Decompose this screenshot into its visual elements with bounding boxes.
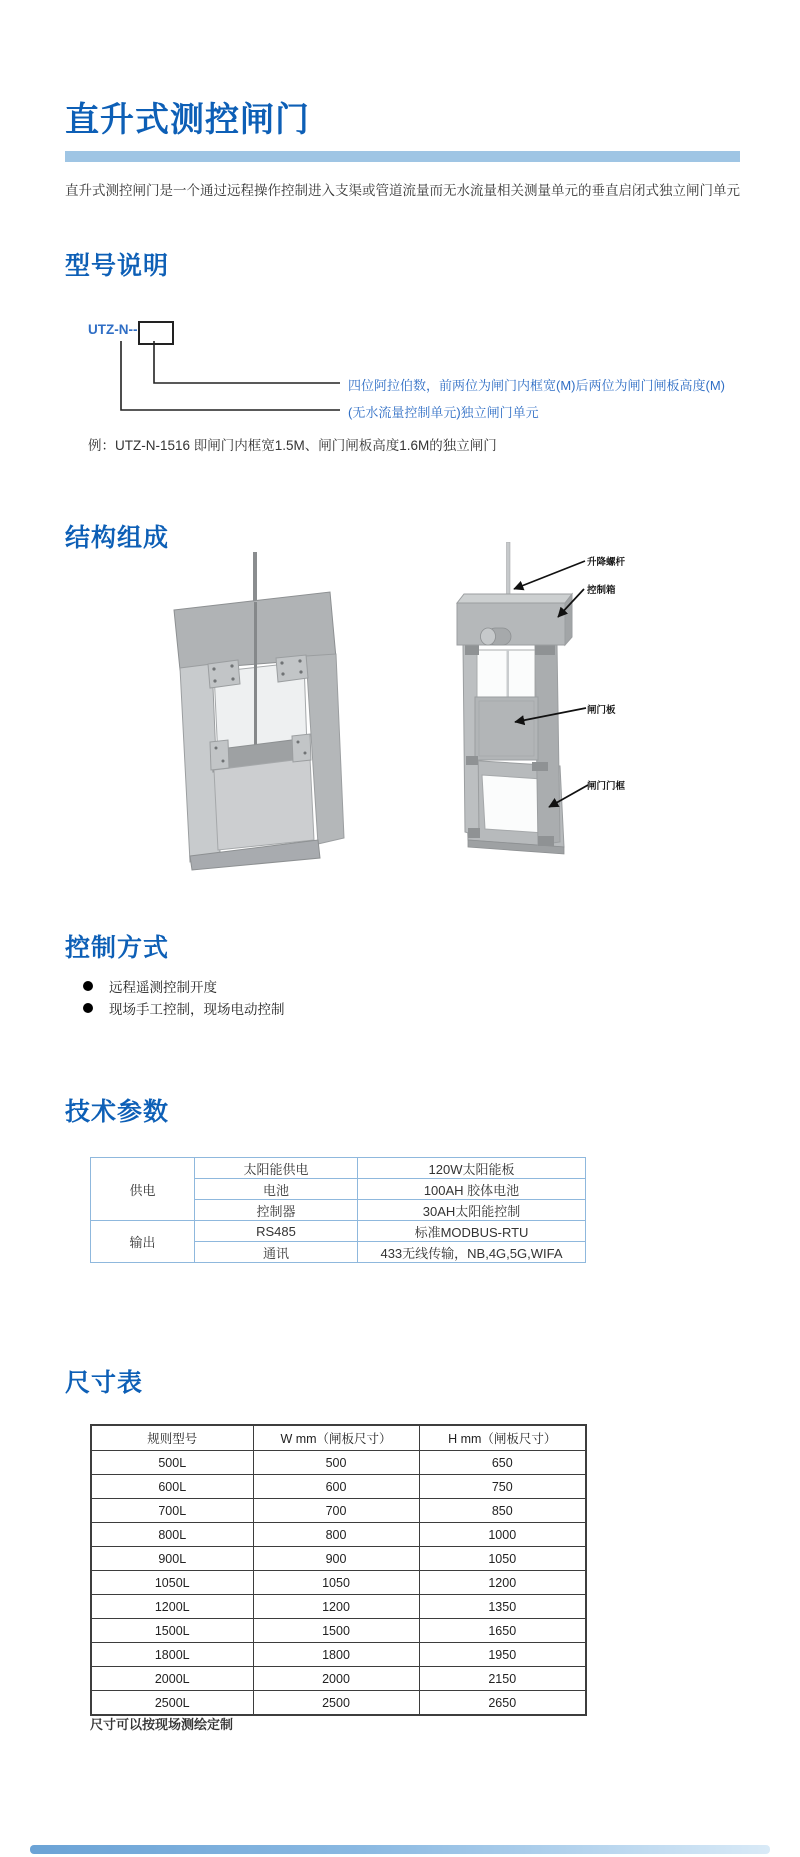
size-table-cell: 2150 bbox=[419, 1667, 586, 1691]
figure-label-control-box: 控制箱 bbox=[587, 585, 616, 596]
size-table-row bbox=[91, 1595, 586, 1619]
size-table-cell: 600 bbox=[253, 1475, 419, 1499]
tech-table-cell: 120W太阳能板 bbox=[358, 1158, 586, 1179]
control-method-item bbox=[83, 997, 583, 1019]
size-table-header-cell: W mm（闸板尺寸） bbox=[253, 1425, 419, 1451]
size-table-cell: 1200 bbox=[253, 1595, 419, 1619]
size-table-cell: 700L bbox=[91, 1499, 253, 1523]
size-table-cell: 1500L bbox=[91, 1619, 253, 1643]
bullet-icon bbox=[83, 981, 93, 991]
section-heading-control: 控制方式 bbox=[65, 934, 170, 962]
size-table-cell: 1950 bbox=[419, 1643, 586, 1667]
size-table-cell: 1050 bbox=[253, 1571, 419, 1595]
figure-label-gate-plate: 闸门板 bbox=[587, 705, 616, 716]
tech-table-cell: 电池 bbox=[195, 1179, 358, 1200]
model-example: 例：UTZ-N-1516 即闸门内框宽1.5M、闸门闸板高度1.6M的独立闸门 bbox=[88, 438, 497, 453]
size-table-cell: 1000 bbox=[419, 1523, 586, 1547]
size-table-cell: 800L bbox=[91, 1523, 253, 1547]
size-table-cell: 1050L bbox=[91, 1571, 253, 1595]
control-method-text: 现场手工控制，现场电动控制 bbox=[109, 1002, 285, 1017]
size-table-cell: 700 bbox=[253, 1499, 419, 1523]
intro-text: 直升式测控闸门是一个通过远程操作控制进入支渠或管道流量而无水流量相关测量单元的垂直启闭式独立闸门单元 bbox=[65, 183, 740, 198]
control-method-list bbox=[83, 975, 583, 1019]
section-heading-model: 型号说明 bbox=[65, 252, 170, 280]
size-table-row bbox=[91, 1571, 586, 1595]
size-table-row bbox=[91, 1667, 586, 1691]
size-table-cell: 2500 bbox=[253, 1691, 419, 1716]
size-table-row bbox=[91, 1523, 586, 1547]
gate-diagram-illustration bbox=[380, 542, 670, 872]
size-table-cell: 500L bbox=[91, 1451, 253, 1475]
size-table bbox=[90, 1424, 587, 1716]
tech-table-row bbox=[91, 1221, 586, 1242]
size-table-row bbox=[91, 1499, 586, 1523]
tech-table-cell: RS485 bbox=[195, 1221, 358, 1242]
size-custom-note: 尺寸可以按现场测绘定制 bbox=[90, 1717, 234, 1732]
size-table-cell: 800 bbox=[253, 1523, 419, 1547]
tech-table-cell: 控制器 bbox=[195, 1200, 358, 1221]
section-heading-tech: 技术参数 bbox=[65, 1098, 170, 1126]
size-table-cell: 1500 bbox=[253, 1619, 419, 1643]
size-table-row bbox=[91, 1691, 586, 1716]
size-table-cell: 1800L bbox=[91, 1643, 253, 1667]
title-underline-bar bbox=[65, 151, 740, 162]
size-table-cell: 1650 bbox=[419, 1619, 586, 1643]
tech-table-cell: 100AH 胶体电池 bbox=[358, 1179, 586, 1200]
tech-table-cell: 30AH太阳能控制 bbox=[358, 1200, 586, 1221]
size-table-cell: 900L bbox=[91, 1547, 253, 1571]
tech-parameters-table bbox=[90, 1157, 586, 1263]
structure-figure bbox=[65, 540, 740, 875]
tech-group-label: 输出 bbox=[91, 1221, 195, 1263]
size-table-header-row bbox=[91, 1425, 586, 1451]
size-table-row bbox=[91, 1643, 586, 1667]
model-unit-note: (无水流量控制单元)独立闸门单元 bbox=[348, 405, 539, 420]
tech-table-cell: 通讯 bbox=[195, 1242, 358, 1263]
size-table-cell: 750 bbox=[419, 1475, 586, 1499]
size-table-cell: 2000L bbox=[91, 1667, 253, 1691]
size-table-cell: 1050 bbox=[419, 1547, 586, 1571]
tech-table-cell: 太阳能供电 bbox=[195, 1158, 358, 1179]
size-table-row bbox=[91, 1475, 586, 1499]
tech-table-cell: 433无线传输，NB,4G,5G,WIFA bbox=[358, 1242, 586, 1263]
size-table-cell: 500 bbox=[253, 1451, 419, 1475]
size-table-cell: 1350 bbox=[419, 1595, 586, 1619]
size-table-cell: 1200L bbox=[91, 1595, 253, 1619]
page-title: 直升式测控闸门 bbox=[65, 101, 310, 139]
control-method-item bbox=[83, 975, 583, 997]
size-table-cell: 2650 bbox=[419, 1691, 586, 1716]
footer-accent-bar bbox=[30, 1845, 770, 1854]
bullet-icon bbox=[83, 1003, 93, 1013]
figure-label-gate-frame: 闸门门框 bbox=[587, 781, 626, 792]
control-method-text: 远程遥测控制开度 bbox=[109, 980, 217, 995]
tech-table-row bbox=[91, 1158, 586, 1179]
size-table-cell: 850 bbox=[419, 1499, 586, 1523]
size-table-cell: 1200 bbox=[419, 1571, 586, 1595]
size-table-cell: 650 bbox=[419, 1451, 586, 1475]
size-table-header-cell: H mm（闸板尺寸） bbox=[419, 1425, 586, 1451]
tech-group-label: 供电 bbox=[91, 1158, 195, 1221]
model-digits-box bbox=[138, 321, 174, 345]
size-table-header-cell: 规则型号 bbox=[91, 1425, 253, 1451]
section-heading-structure: 结构组成 bbox=[65, 524, 170, 552]
size-table-row bbox=[91, 1451, 586, 1475]
size-table-cell: 1800 bbox=[253, 1643, 419, 1667]
section-heading-size: 尺寸表 bbox=[65, 1369, 144, 1397]
size-table-cell: 600L bbox=[91, 1475, 253, 1499]
size-table-cell: 2000 bbox=[253, 1667, 419, 1691]
size-table-row bbox=[91, 1547, 586, 1571]
size-table-cell: 900 bbox=[253, 1547, 419, 1571]
figure-label-lifting-screw: 升降螺杆 bbox=[587, 557, 626, 568]
tech-table-cell: 标准MODBUS-RTU bbox=[358, 1221, 586, 1242]
size-table-cell: 2500L bbox=[91, 1691, 253, 1716]
model-prefix-code: UTZ-N-- bbox=[88, 322, 138, 337]
gate-photo-illustration bbox=[160, 552, 355, 872]
size-table-row bbox=[91, 1619, 586, 1643]
model-digits-note: 四位阿拉伯数，前两位为闸门内框宽(M)后两位为闸门闸板高度(M) bbox=[348, 378, 725, 393]
